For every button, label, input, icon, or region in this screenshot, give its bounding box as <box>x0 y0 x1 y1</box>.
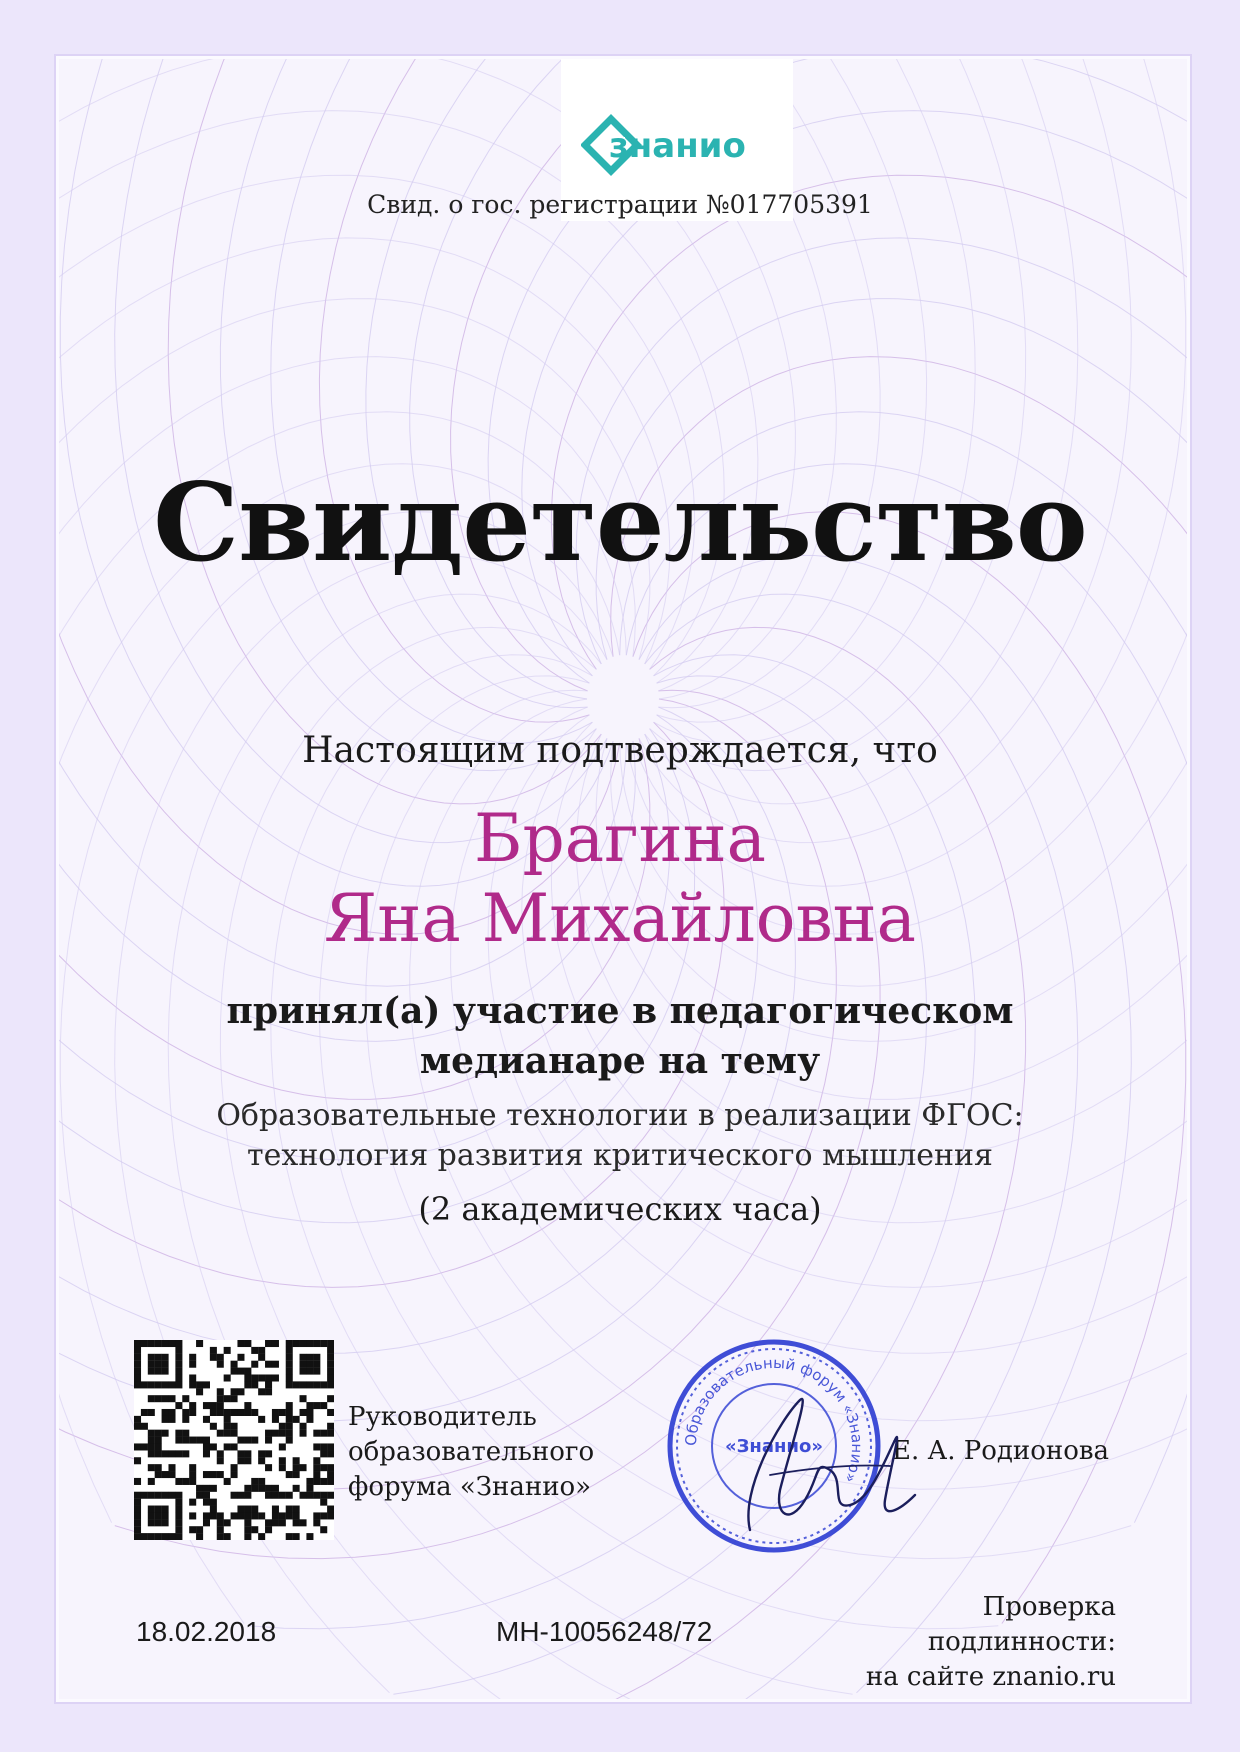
verify-line-3[interactable]: на сайте znanio.ru <box>865 1662 1116 1692</box>
leader-line-2: образовательного <box>348 1437 595 1467</box>
confirmation-text: Настоящим подтверждается, что <box>302 730 938 771</box>
verify-line-1: Проверка <box>982 1592 1116 1622</box>
registration-number: Свид. о гос. регистрации №017705391 <box>367 190 873 219</box>
qr-code-icon[interactable] <box>134 1340 334 1540</box>
verify-line-2: подлинности: <box>927 1627 1116 1657</box>
signature-icon <box>720 1380 930 1550</box>
participation-line-2: медианаре на тему <box>419 1040 821 1082</box>
topic-line-1: Образовательные технологии в реализации ФГОС: <box>216 1098 1024 1133</box>
leader-title <box>348 1400 594 1505</box>
recipient-given-names: Яна Михайловна <box>324 880 916 957</box>
leader-line-1: Руководитель <box>348 1402 537 1432</box>
verification-note <box>866 1590 1116 1695</box>
certificate-number: МН-10056248/72 <box>496 1616 713 1647</box>
topic-line-2: технология развития критического мышления <box>247 1138 993 1173</box>
certificate-title: Свидетельство <box>153 460 1087 586</box>
signer-name: Е. А. Родионова <box>892 1436 1109 1466</box>
logo-text: знанио <box>609 126 746 166</box>
participation-line-1: принял(а) участие в педагогическом <box>226 990 1014 1032</box>
stamp-center-text: «Знанио» <box>724 1436 824 1457</box>
stamp-ring-text: Образовательный форум «Знанио» <box>681 1353 867 1486</box>
issue-date: 18.02.2018 <box>136 1616 277 1647</box>
academic-hours: (2 академических часа) <box>418 1190 822 1228</box>
leader-line-3: форума «Знанио» <box>348 1472 592 1502</box>
znanio-logo <box>581 109 773 181</box>
recipient-surname: Брагина <box>473 800 766 877</box>
